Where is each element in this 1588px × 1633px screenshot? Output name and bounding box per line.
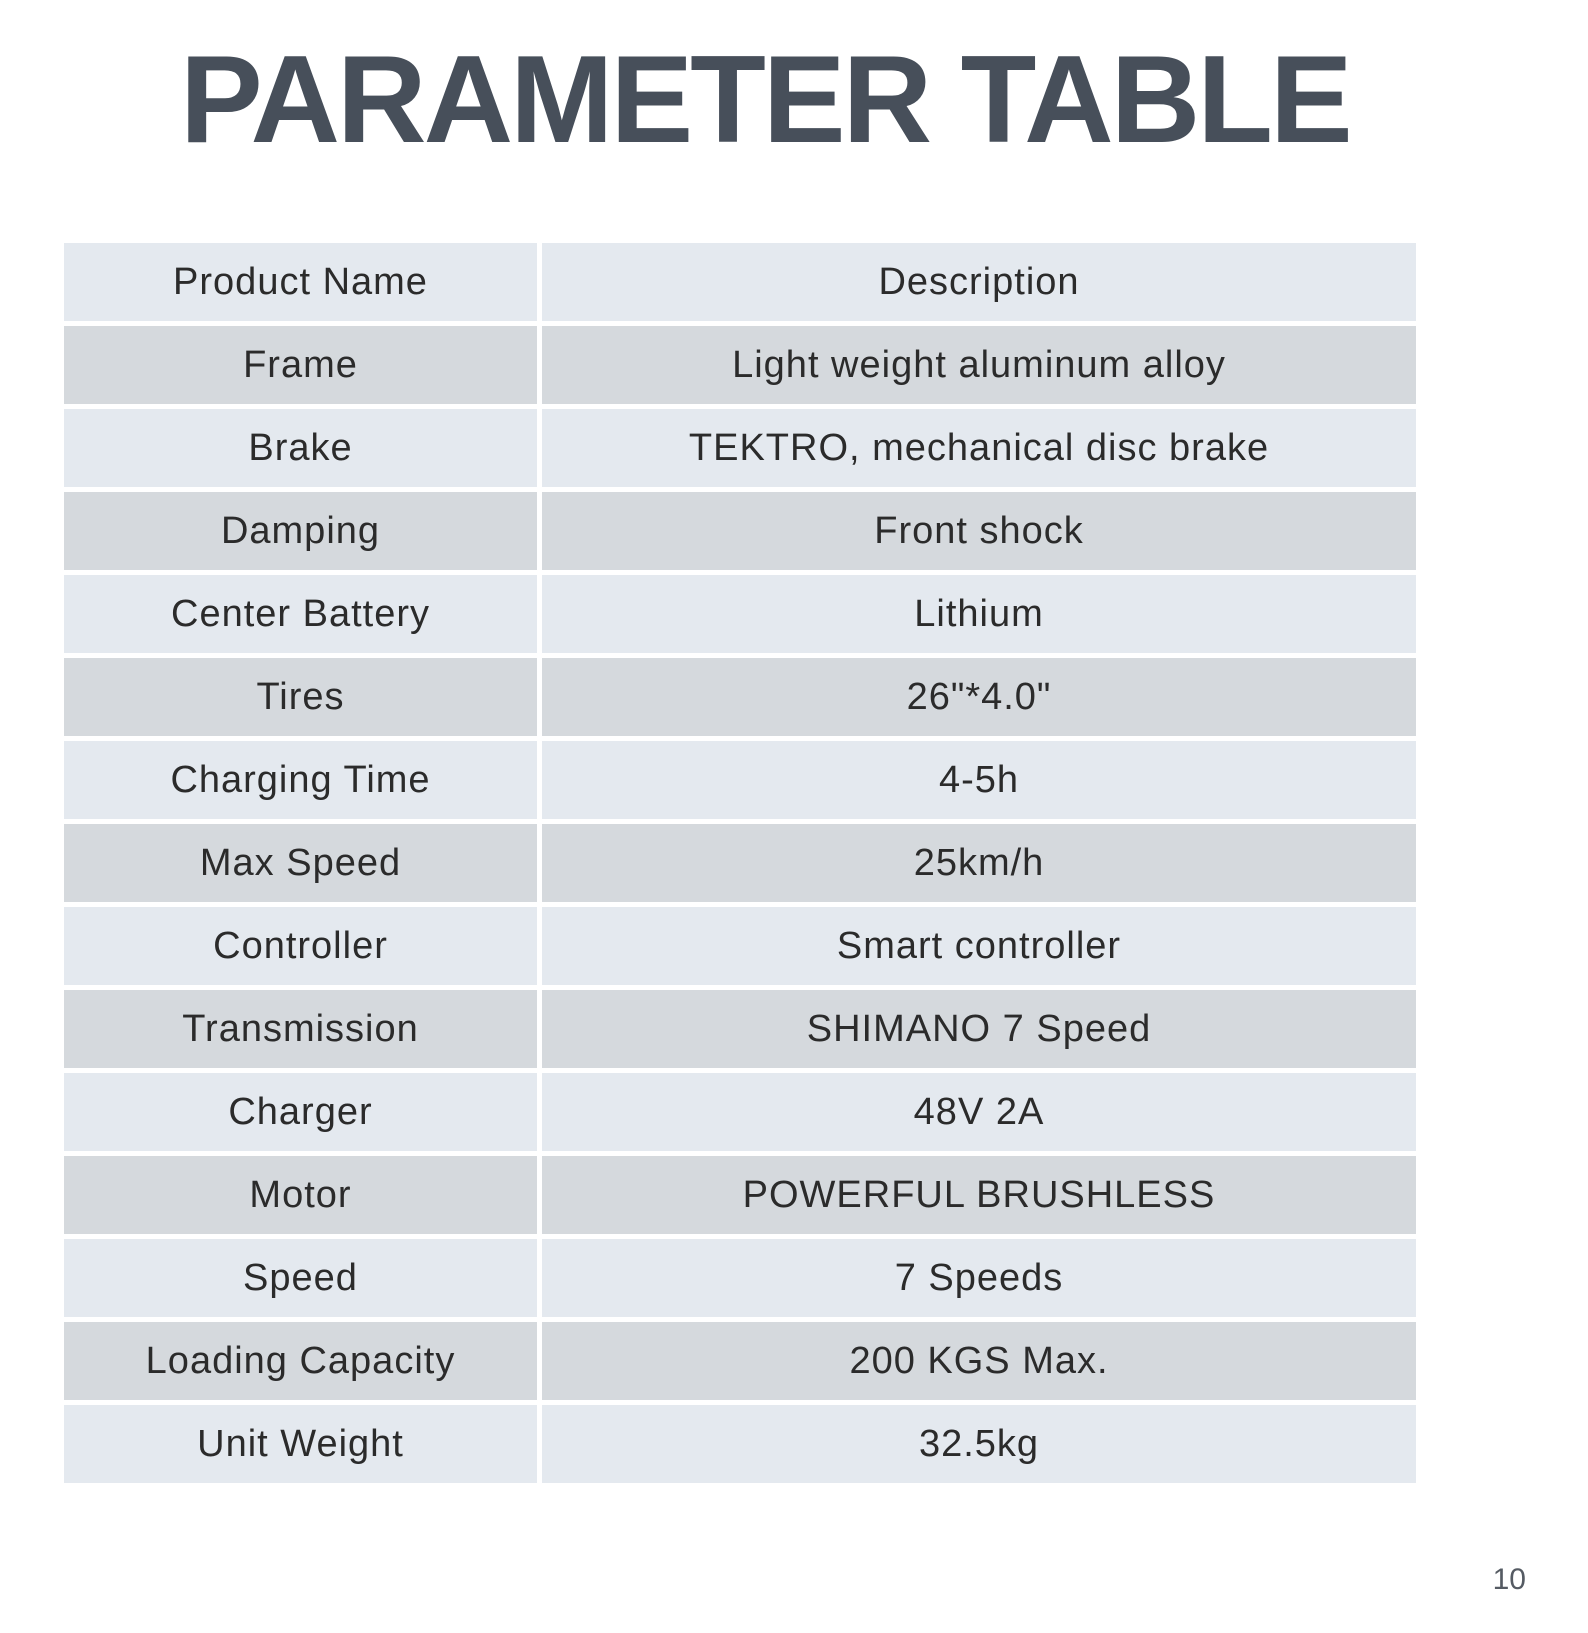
- param-name: Speed: [64, 1239, 542, 1322]
- page-number: 10: [1492, 1563, 1526, 1596]
- param-value: 7 Speeds: [542, 1239, 1416, 1322]
- table-row: [64, 1156, 1416, 1239]
- param-name: Tires: [64, 658, 542, 741]
- param-name: Motor: [64, 1156, 542, 1239]
- page-title: PARAMETER TABLE: [180, 31, 1350, 169]
- param-value: 4-5h: [542, 741, 1416, 824]
- param-value: Front shock: [542, 492, 1416, 575]
- param-name: Charging Time: [64, 741, 542, 824]
- param-name: Max Speed: [64, 824, 542, 907]
- param-value: SHIMANO 7 Speed: [542, 990, 1416, 1073]
- table-row: [64, 575, 1416, 658]
- param-value: 26"*4.0": [542, 658, 1416, 741]
- table-row: [64, 907, 1416, 990]
- param-name: Brake: [64, 409, 542, 492]
- header-description: Description: [542, 243, 1416, 326]
- param-name: Damping: [64, 492, 542, 575]
- param-value: 25km/h: [542, 824, 1416, 907]
- table-header-row: [64, 243, 1416, 326]
- parameter-table: [64, 243, 1416, 1483]
- header-product-name: Product Name: [64, 243, 542, 326]
- param-value: 200 KGS Max.: [542, 1322, 1416, 1405]
- table-row: [64, 741, 1416, 824]
- table-row: [64, 824, 1416, 907]
- param-value: TEKTRO, mechanical disc brake: [542, 409, 1416, 492]
- param-value: Lithium: [542, 575, 1416, 658]
- param-name: Controller: [64, 907, 542, 990]
- table-row: [64, 326, 1416, 409]
- table-row: [64, 1322, 1416, 1405]
- param-name: Charger: [64, 1073, 542, 1156]
- param-value: Smart controller: [542, 907, 1416, 990]
- param-name: Center Battery: [64, 575, 542, 658]
- table-row: [64, 492, 1416, 575]
- table-row: [64, 990, 1416, 1073]
- param-value: POWERFUL BRUSHLESS: [542, 1156, 1416, 1239]
- param-value: 48V 2A: [542, 1073, 1416, 1156]
- param-name: Frame: [64, 326, 542, 409]
- param-name: Unit Weight: [64, 1405, 542, 1483]
- table-row: [64, 1239, 1416, 1322]
- table-row: [64, 658, 1416, 741]
- table-row: [64, 1405, 1416, 1483]
- table-row: [64, 409, 1416, 492]
- table-row: [64, 1073, 1416, 1156]
- param-name: Transmission: [64, 990, 542, 1073]
- param-name: Loading Capacity: [64, 1322, 542, 1405]
- param-value: 32.5kg: [542, 1405, 1416, 1483]
- param-value: Light weight aluminum alloy: [542, 326, 1416, 409]
